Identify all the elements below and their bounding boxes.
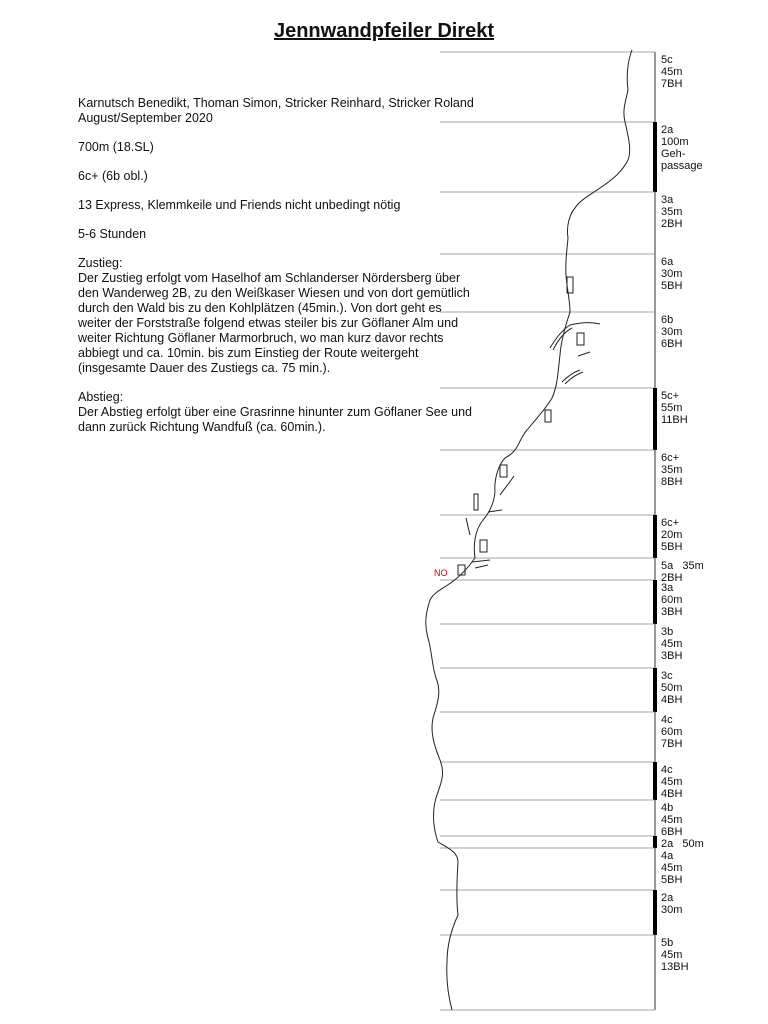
pitch-label: 3b 45m 3BH [661,626,683,662]
pitch-label: 2a 50m [661,838,704,850]
pitch-scale-segment [653,122,657,192]
crack-feature [562,370,580,382]
pitch-label: 6b 30m 6BH [661,314,683,350]
belay-box [577,333,584,345]
pitch-label: 3c 50m 4BH [661,670,683,706]
crack-feature [500,476,514,495]
belay-box [545,410,551,422]
pitch-label: 3a 35m 2BH [661,194,683,230]
pitch-label: 4c 60m 7BH [661,714,683,750]
belay-box [480,540,487,552]
pitch-scale-segment [653,836,657,848]
approach-label: Zustieg: [78,256,123,270]
pitch-scale-segment [653,515,657,558]
crack-feature [475,565,488,568]
pitch-label: 6c+ 35m 8BH [661,452,683,488]
pitch-label: 4a 45m 5BH [661,850,683,886]
descent-label: Abstieg: [78,390,124,404]
route-gear: 13 Express, Klemmkeile und Friends nicht unbedingt nötig [78,198,401,212]
pitch-label: 4c 45m 4BH [661,764,683,800]
pitch-label: 2a 100m Geh- passage [661,124,703,172]
pitch-label: 5c 45m 7BH [661,54,683,90]
crack-feature [466,518,470,535]
pitch-label: 5a 35m 2BH [661,560,704,584]
descent-text: Der Abstieg erfolgt über eine Grasrinne hinunter zum Göflaner See und dann zurück Richtung Wandfuß (ca. 60min.). [78,405,472,434]
pitch-label: 3a 60m 3BH [661,582,683,618]
no-marker: NO [434,568,448,578]
pitch-label: 2a 30m [661,892,683,916]
pitch-marks [440,52,657,1010]
pitch-scale-segment [653,388,657,450]
pitch-label: 6a 30m 5BH [661,256,683,292]
crack-feature [565,372,583,384]
belay-box [500,465,507,477]
pitch-scale-segment [653,890,657,935]
crack-feature [472,560,490,562]
rock-profile-line [426,50,632,1010]
pitch-scale-segment [653,580,657,624]
pitch-label: 5b 45m 13BH [661,937,689,973]
route-length: 700m (18.SL) [78,140,154,154]
route-details [458,277,600,575]
pitch-label: 5c+ 55m 11BH [661,390,688,426]
first-ascensionists: Karnutsch Benedikt, Thoman Simon, Stricker Reinhard, Stricker Roland [78,96,474,110]
belay-box [474,494,478,510]
ascent-date: August/September 2020 [78,111,213,125]
pitch-scale-segment [653,668,657,712]
crack-feature [578,352,590,356]
approach-text: Der Zustieg erfolgt vom Haselhof am Schlanderser Nördersberg über den Wanderweg 2B, zu den Weißkaser Wiesen und von dort gemütlich durch den Wald bis zu den Kohlplätzen (45min.). Von dort geht es weiter der Forststraße folgend etwas steiler bis zur Göflaner Alm und weiter Richtung Göflaner Marmorbruch, wo man kurz davor rechts abbiegt und ca. 10min. bis zum Einstieg der Route weitergeht (insgesamte Dauer des Zustiegs ca. 75 min.). [78,271,470,375]
route-duration: 5-6 Stunden [78,227,147,241]
route-grade: 6c+ (6b obl.) [78,169,148,183]
crack-feature [550,323,600,348]
pitch-label: 6c+ 20m 5BH [661,517,683,553]
pitch-scale-segment [653,762,657,800]
topo-title: Jennwandpfeiler Direkt [273,20,495,42]
pitch-label: 4b 45m 6BH [661,802,683,838]
